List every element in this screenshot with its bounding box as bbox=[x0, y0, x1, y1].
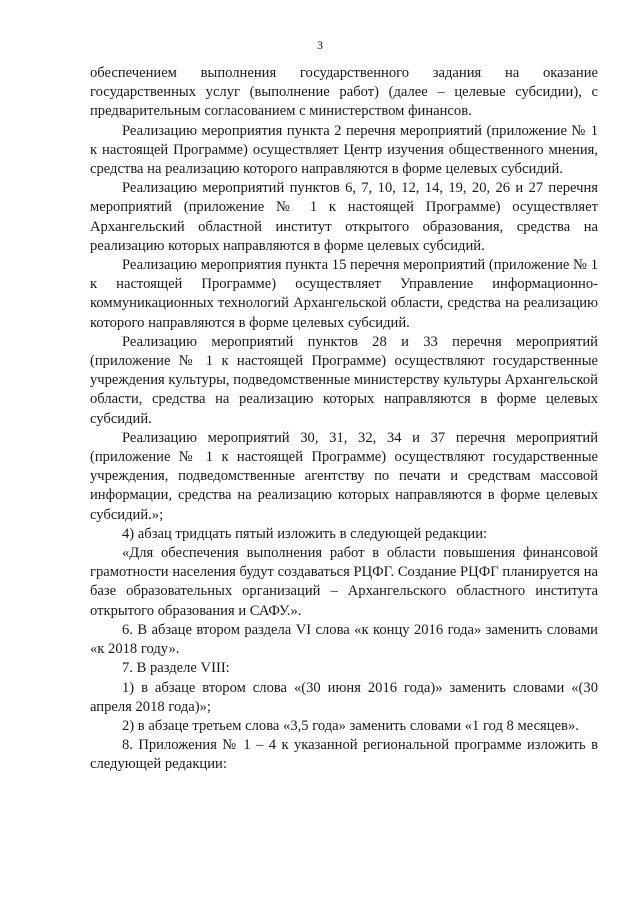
paragraph-item-15: Реализацию мероприятия пункта 15 перечня мероприятий (приложение № 1 к настоящей Программе) осуществляет Управление информационно-коммуникационных технологий Архангельской области, средства на реализацию которого направляются в форме целевых субсидий. bbox=[90, 257, 598, 331]
page-number: 3 bbox=[317, 38, 323, 52]
paragraph-items-28-33: Реализацию мероприятий пунктов 28 и 33 перечня мероприятий (приложение № 1 к настоящей Программе) осуществляют государственные учреждения культуры, подведомственные министерству культуры Архангельской области, средства на реализацию которых направляются в форме целевых субсидий. bbox=[90, 333, 598, 427]
paragraph-amendment-7-1: 1) в абзаце втором слова «(30 июня 2016 года)» заменить словами «(30 апреля 2018 года)»; bbox=[90, 679, 598, 715]
paragraph-items-6-27: Реализацию мероприятий пунктов 6, 7, 10, 12, 14, 19, 20, 26 и 27 перечня мероприятий (приложение № 1 к настоящей Программе) осуществляет Архангельский областной институт открытого образования, средства на реализацию которых направляются в форме целевых субсидий. bbox=[90, 180, 598, 254]
paragraph-continuation: обеспечением выполнения государственного задания на оказание государственных услуг (выполнение работ) (далее – целевые субсидии), с предварительным согласованием с министерством финансов. bbox=[90, 65, 598, 120]
paragraph-amendment-7-2: 2) в абзаце третьем слова «3,5 года» заменить словами «1 год 8 месяцев». bbox=[122, 717, 579, 734]
paragraph-amendment-4: 4) абзац тридцать пятый изложить в следующей редакции: bbox=[122, 525, 488, 542]
paragraph-amendment-7: 7. В разделе VIII: bbox=[122, 660, 230, 677]
paragraph-quoted-text: «Для обеспечения выполнения работ в области повышения финансовой грамотности населения будут создаваться РЦФГ. Создание РЦФГ планируется на базе образовательных организаций – Архангельского областного института открытого образования и САФУ.». bbox=[90, 545, 598, 619]
paragraph-item-2: Реализацию мероприятия пункта 2 перечня мероприятий (приложение № 1 к настоящей Программе) осуществляет Центр изучения общественного мнения, средства на реализацию которого направляются в форме целевых субсидий. bbox=[90, 122, 598, 178]
paragraph-amendment-8: 8. Приложения № 1 – 4 к указанной региональной программе изложить в следующей редакции: bbox=[90, 737, 598, 773]
paragraph-amendment-6: 6. В абзаце втором раздела VI слова «к концу 2016 года» заменить словами «к 2018 году». bbox=[90, 621, 598, 658]
document-body bbox=[90, 64, 598, 775]
paragraph-items-30-37: Реализацию мероприятий 30, 31, 32, 34 и 37 перечня мероприятий (приложение № 1 к настоящей Программе) осуществляют государственные учреждения, подведомственные агентству по печати и средствам массовой информации, средства на реализацию которых направляются в форме целевых субсидий.»; bbox=[90, 429, 598, 523]
